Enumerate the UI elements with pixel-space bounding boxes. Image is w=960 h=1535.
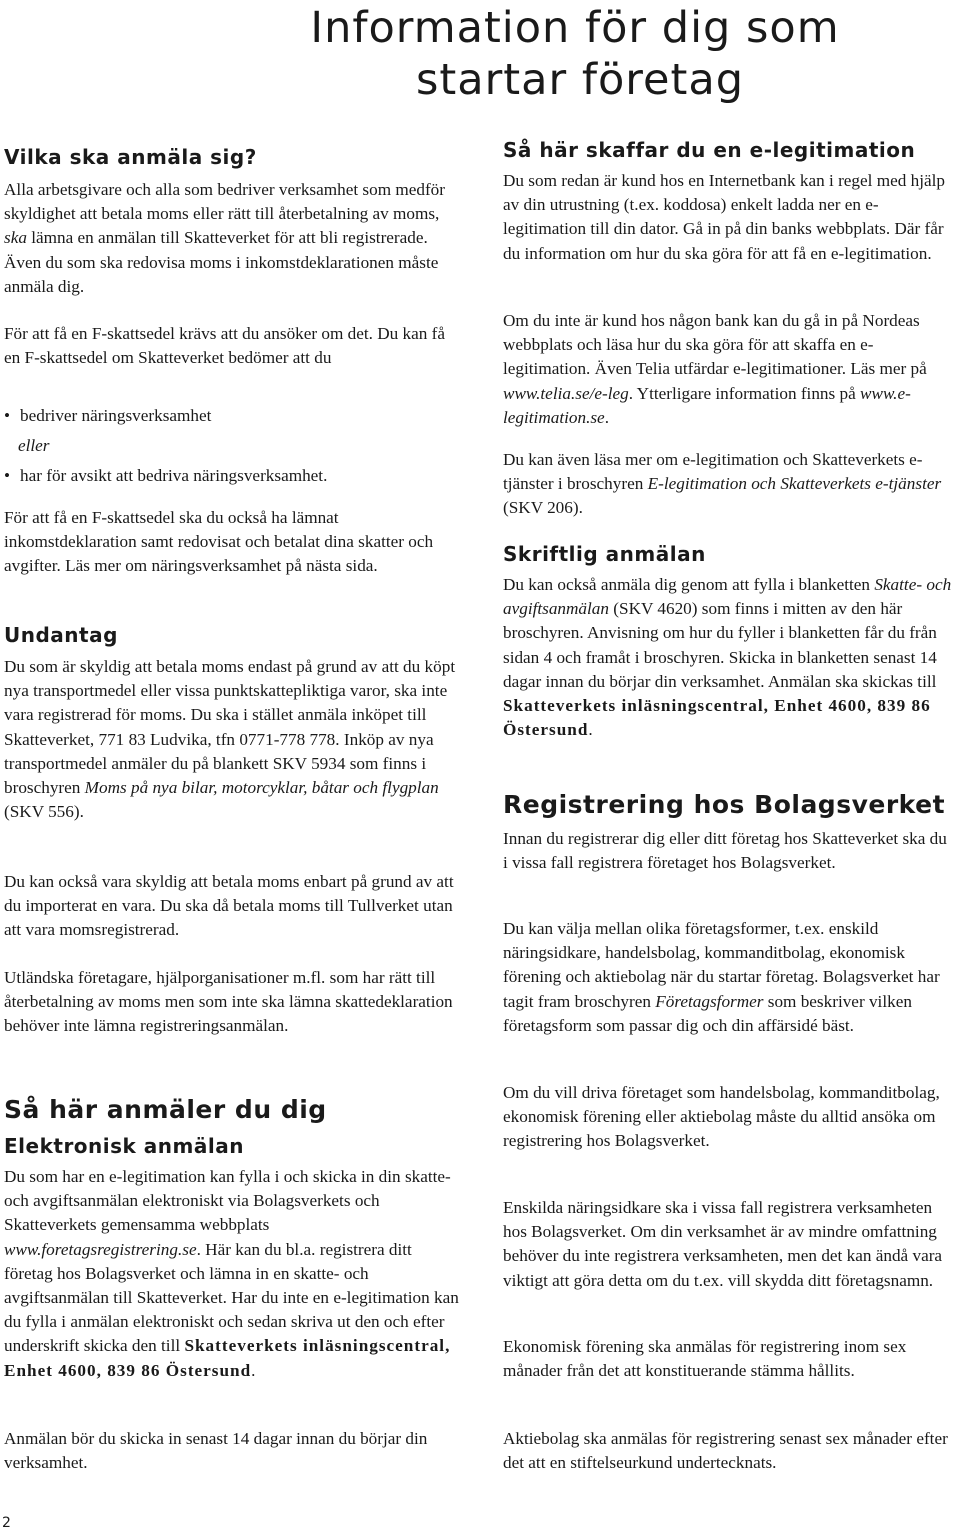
- heading-skriftlig-anmalan: Skriftlig anmälan: [503, 542, 706, 566]
- heading-sa-har-anmaler: Så här anmäler du dig: [4, 1095, 327, 1124]
- website-link[interactable]: www.foretagsregistrering.se: [4, 1239, 197, 1259]
- paragraph-skriftlig: [503, 573, 955, 742]
- brochure-title: Företagsformer: [655, 991, 764, 1011]
- paragraph-undantag: [4, 655, 462, 824]
- bullet-text: har för avsikt att bedriva näringsverksamhet.: [20, 466, 328, 485]
- brochure-title: E-legitimation och Skatteverkets e-tjänster: [647, 474, 942, 494]
- heading-vilka-ska-anmala: Vilka ska anmäla sig?: [4, 145, 257, 169]
- bullet-text: bedriver näringsverksamhet: [20, 406, 212, 425]
- text-segment: Du som har en e-legitimation kan fylla i och skicka in din skatte- och avgiftsanmälan elektroniskt via Bolagsverkets och Skatteverkets gemensamma webbplats: [4, 1167, 451, 1235]
- e-legitimation-link[interactable]: www.e-legitimation.se: [503, 383, 911, 427]
- bullet-separator: eller: [18, 436, 50, 455]
- text-segment: .: [251, 1360, 256, 1380]
- text-segment: Om du inte är kund hos någon bank kan du gå in på Nordeas webbplats och läsa hur du ska göra för att skaffa en e-legitimation. Även Telia utfärdar e-legitimationer. Läs mer på: [503, 311, 927, 379]
- paragraph-internetbank: Du som redan är kund hos en Internetbank kan i regel med hjälp av din utrustning (t.ex. koddosa) enkelt ladda ner en e-legitimation till din dator. Gå in på din banks webbplats. Där får du information om hur du ska göra för att få en e-legitimation.: [503, 171, 945, 263]
- paragraph-foretagsformer: [503, 917, 955, 1038]
- paragraph-elektronisk: [4, 1165, 462, 1383]
- telia-link[interactable]: www.telia.se/e-leg: [503, 383, 629, 403]
- emphasis-ska: ska: [4, 228, 27, 248]
- text-segment: .: [588, 720, 593, 740]
- title-line-1: Information för dig som: [310, 3, 840, 53]
- heading-registrering-bolagsverket: Registrering hos Bolagsverket: [503, 790, 946, 819]
- paragraph-foreign: Utländska företagare, hjälporganisationer m.fl. som har rätt till återbetalning av moms men som inte ska lämna skattedeklaration behöver inte lämna registreringsanmälan.: [4, 968, 453, 1036]
- text-segment: Du kan också anmäla dig genom att fylla i blanketten: [503, 575, 875, 594]
- paragraph-import: Du kan också vara skyldig att betala moms enbart på grund av att du importerat en vara. Du ska då betala moms till Tullverket utan att vara momsregistrerad.: [4, 872, 454, 940]
- form-title: Skatte- och avgiftsanmälan: [503, 575, 952, 619]
- bullet-dot-icon: •: [4, 406, 11, 425]
- text-segment: . Här kan du bl.a. registrera ditt företag hos Bolagsverket och lämna in en skatte- och avgiftsanmälan till Skatteverket. Har du inte en e-legitimation kan du fylla i anmälan elektroniskt och sedan skriva ut den och efter underskrift skicka den till: [4, 1239, 459, 1356]
- page-number: 2: [2, 1515, 11, 1531]
- text-segment: (SKV 206).: [503, 498, 583, 518]
- paragraph-f-skattsedel: För att få en F-skattsedel krävs att du ansöker om det. Du kan få en F-skattsedel om Skatteverket bedömer att du: [4, 324, 446, 368]
- page-title: [0, 2, 960, 106]
- heading-elektronisk-anmalan: Elektronisk anmälan: [4, 1134, 244, 1158]
- postal-address: Skatteverkets inläsningscentral, Enhet 4600, 839 86 Östersund: [4, 1336, 451, 1380]
- text-segment: . Ytterligare information finns på: [628, 383, 861, 403]
- text-segment: som beskriver vilken företagsform som passar dig och din affärsidé bäst.: [503, 991, 912, 1035]
- text-segment: Du kan även läsa mer om e-legitimation och Skatteverkets e-tjänster i broschyren: [503, 450, 923, 494]
- text-segment: Du som är skyldig att betala moms endast på grund av att du köpt nya transportmedel eller vissa punktskattepliktiga varor, ska inte vara registrerad för moms. Du ska i stället anmäla inköpet till Skatteverket, 771 83 Ludvika, tfn 0771-778 778. Inköp av nya transportmedel anmäler du på blankett SKV 5934 som finns i broschyren: [4, 657, 456, 798]
- text-segment: (SKV 4620) som finns i mitten av den här broschyren. Anvisning om hur du fyller i blanketten får du från sidan 4 och framåt i broschyren. Skicka in blanketten senast 14 dagar innan du börjar din verksamhet. Anmälan ska skickas till: [503, 599, 937, 691]
- paragraph-handelsbolag: Om du vill driva företaget som handelsbolag, kommanditbolag, ekonomisk förening eller aktiebolag måste du alltid ansöka om registrering hos Bolagsverket.: [503, 1083, 940, 1151]
- paragraph-bolagsverket-intro: Innan du registrerar dig eller ditt företag hos Skatteverket ska du i vissa fall registrera företaget hos Bolagsverket.: [503, 829, 947, 873]
- paragraph-f-skattsedel-requirements: För att få en F-skattsedel ska du också ha lämnat inkomstdeklaration samt redovisat och betalat dina skatter och avgifter. Läs mer om näringsverksamhet på nästa sida.: [4, 508, 434, 576]
- heading-skaffa-e-legitimation: Så här skaffar du en e-legitimation: [503, 138, 916, 162]
- text-segment: Du kan välja mellan olika företagsformer, t.ex. enskild näringsidkare, handelsbolag, kommanditbolag, ekonomisk förening och aktiebolag när du startar företag. Bolagsverket har tagit fram broschyren: [503, 919, 940, 1011]
- heading-undantag: Undantag: [4, 623, 118, 647]
- paragraph-who-registers: [4, 178, 462, 299]
- paragraph-nordea-telia: [503, 309, 955, 430]
- text-segment: Alla arbetsgivare och alla som bedriver verksamhet som medför skyldighet att betala moms eller rätt till återbetalning av moms,: [4, 180, 445, 224]
- paragraph-deadline: Anmälan bör du skicka in senast 14 dagar innan du börjar din verksamhet.: [4, 1429, 428, 1473]
- brochure-title: Moms på nya bilar, motorcyklar, båtar och flygplan: [84, 778, 439, 798]
- title-line-2: startar företag: [416, 55, 744, 105]
- paragraph-enskilda: Enskilda näringsidkare ska i vissa fall registrera verksamheten hos Bolagsverket. Om din verksamhet är av mindre omfattning behöver du inte registrera verksamheten, men det kan ändå vara viktigt att göra detta om du t.ex. vill skydda ditt företagsnamn.: [503, 1198, 943, 1290]
- text-segment: lämna en anmälan till Skatteverket för att bli registrerade. Även du som ska redovisa moms i inkomstdeklarationen måste anmäla dig.: [4, 228, 439, 296]
- bullet-item: [4, 404, 462, 428]
- paragraph-e-tjanster: [503, 448, 955, 521]
- paragraph-ekonomisk-forening: Ekonomisk förening ska anmälas för registrering inom sex månader från det att konstituerande stämma hållits.: [503, 1337, 907, 1381]
- postal-address: Skatteverkets inläsningscentral, Enhet 4600, 839 86 Östersund: [503, 696, 931, 740]
- text-segment: (SKV 556).: [4, 802, 84, 822]
- bullet-item: [4, 464, 462, 488]
- paragraph-aktiebolag: Aktiebolag ska anmälas för registrering senast sex månader efter det att en stiftelseurkund undertecknats.: [503, 1429, 948, 1473]
- text-segment: .: [604, 407, 609, 427]
- bullet-dot-icon: •: [4, 466, 11, 485]
